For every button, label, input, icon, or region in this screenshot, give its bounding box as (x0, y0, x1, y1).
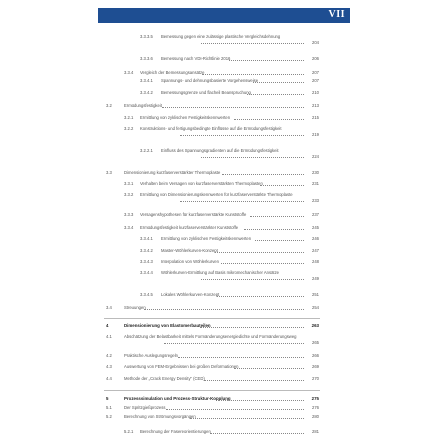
toc-entry-page: 245 (312, 225, 319, 230)
toc-entry-number: 3.3.2 (124, 192, 134, 197)
toc-entry-page: 207 (312, 70, 319, 75)
toc-entry[interactable] (0, 429, 330, 435)
toc-leader-dots (250, 216, 304, 217)
toc-entry-title: Bemessungsgrenze und flacheil Beanspruchung (161, 90, 251, 95)
toc-leader-dots (222, 174, 304, 175)
toc-entry-page: 270 (312, 376, 319, 381)
toc-entry-number: 5 (106, 396, 109, 401)
toc-entry-number: 3.3.4.1 (140, 236, 153, 241)
toc-entry[interactable] (0, 103, 330, 109)
divider (104, 390, 320, 391)
toc-leader-dots (201, 157, 304, 158)
toc-entry[interactable] (0, 236, 330, 242)
toc-entry[interactable] (0, 225, 330, 231)
toc-entry-page: 247 (312, 248, 319, 253)
toc-entry-title: Bemessung nach VDI-Richtlinie 2016 (161, 56, 231, 61)
toc-entry-page: 231 (312, 181, 319, 186)
toc-leader-dots (164, 343, 304, 344)
toc-entry-title: Einfluss des Spannungsgradienten auf die Ermüdungsfestigkeit (161, 148, 279, 153)
toc-entry-number: 3.2.1 (124, 115, 134, 120)
toc-entry-page: 207 (312, 78, 319, 83)
toc-entry-title: Auswertung von FEM-Ergebnissen bei großen Deformationen (124, 364, 239, 369)
toc-entry-page: 215 (312, 115, 319, 120)
toc-entry-number: 5.2.1 (124, 429, 134, 434)
toc-entry-title: Methode der „Crack Energy Density“ (CED) (124, 376, 205, 381)
toc-leader-dots (202, 74, 304, 75)
toc-leader-dots (180, 201, 304, 202)
toc-entry[interactable] (0, 115, 330, 121)
toc-entry-title: Ermüdungsfestigkeit (124, 103, 162, 108)
toc-entry-page: 219 (312, 132, 319, 137)
toc-entry-number: 4.2 (106, 353, 112, 358)
toc-entry[interactable] (0, 192, 330, 203)
toc-leader-dots (201, 279, 304, 280)
toc-entry-title: Ermittlung von zyklischen Festigkeitskennwerten (161, 236, 252, 241)
toc-entry-page: 276 (312, 405, 319, 410)
toc-entry-page: 213 (312, 103, 319, 108)
toc-entry-number: 3.3.4 (124, 225, 134, 230)
toc-entry[interactable] (0, 170, 330, 176)
toc-entry[interactable] (0, 270, 330, 281)
toc-entry-page: 266 (312, 353, 319, 358)
toc-leader-dots (244, 229, 304, 230)
toc-entry-title: Berechnung von Strömungsvorgängen (124, 414, 196, 419)
toc-entry[interactable] (0, 414, 330, 420)
toc-entry[interactable] (0, 364, 330, 370)
toc-entry-title: Dimensionierung kurzfaserverstärkter Thermoplaste (124, 170, 221, 175)
toc-entry-page: 249 (312, 276, 319, 281)
toc-entry-title: Abschätzung der Belastbarkeit mittels Formänderungsenergiedichte und Formänderungsweg (124, 334, 297, 339)
toc-entry-page: 246 (312, 236, 319, 241)
toc-entry-title: Ermittlung von Dimensionierungskennwerten für kurzfaserverstärkte Thermoplaste (140, 192, 293, 197)
toc-leader-dots (166, 409, 304, 410)
toc-entry-title: Prozesssimulation und Prozess-Struktur-Kopplung (124, 396, 231, 401)
toc-entry-title: Praktische Auslegungsregeln (124, 353, 179, 358)
toc-entry-page: 251 (312, 292, 319, 297)
toc-entry-number: 5.2 (106, 414, 112, 419)
toc-entry-title: Versagenshypothesen für kurzfaserverstärkte Kunststoffe (140, 212, 247, 217)
toc-entry-number: 3.3 (106, 170, 112, 175)
toc-entry-page: 230 (312, 170, 319, 175)
toc-entry-number: 3.2.2.1 (140, 148, 153, 153)
toc-entry-title: Berechnung der Fasereorientierungen (140, 429, 211, 434)
toc-entry-title: Konstruktions- und fertigungsbedingte Einflüsse auf die Ermüdungsfestigkeit (140, 126, 282, 131)
toc-entry-page: 206 (312, 56, 319, 61)
toc-entry-number: 3.3.4.2 (140, 90, 153, 95)
toc-entry-title: Streuungen (124, 305, 146, 310)
toc-entry[interactable] (0, 396, 330, 402)
toc-entry-title: Lokales Wöhlerkurven-Konzept (161, 292, 220, 297)
divider (104, 318, 320, 319)
toc-entry-title: Dimensionierung von Elastomerbauteilen (124, 323, 211, 328)
toc-entry-title: Ermittlung von zyklischen Festigkeitskennwerten (140, 115, 231, 120)
toc-entry-title: Wöhlerkurven-Ermittlung auf Basis mikromechanischer Ansätze (161, 270, 279, 275)
toc-entry-number: 4 (106, 323, 109, 328)
toc-entry-number: 3.3.4.2 (140, 248, 153, 253)
toc-entry-number: 5.1 (106, 405, 112, 410)
toc-leader-dots (190, 418, 304, 419)
toc-entry[interactable] (0, 148, 330, 159)
toc-entry-title: Verhalten beim Versagen von kurzfaserverstärkten Thermoplasten (140, 181, 263, 186)
toc-entry-number: 3.3.1 (124, 181, 134, 186)
toc-leader-dots (260, 185, 304, 186)
toc-entry[interactable] (0, 248, 330, 254)
toc-entry[interactable] (0, 353, 330, 359)
toc-entry[interactable] (0, 56, 330, 62)
toc-entry-page: 248 (312, 259, 319, 264)
toc-entry-page: 237 (312, 212, 319, 217)
toc-leader-dots (144, 309, 304, 310)
toc-leader-dots (234, 119, 304, 120)
toc-leader-dots (221, 263, 304, 264)
toc-entry[interactable] (0, 78, 330, 84)
toc-entry[interactable] (0, 405, 330, 411)
toc-entry-title: Interpolation von Wöhlerkurven (161, 259, 219, 264)
toc-leader-dots (217, 296, 304, 297)
toc-entry-number: 3.3.4 (124, 70, 134, 75)
toc-entry-page: 263 (311, 323, 319, 328)
toc-leader-dots (178, 357, 304, 358)
toc-leader-dots (180, 135, 304, 136)
toc-entry[interactable] (0, 259, 330, 265)
toc-entry[interactable] (0, 212, 330, 218)
toc-entry-page: 210 (312, 90, 319, 95)
toc-leader-dots (253, 82, 304, 83)
toc-leader-dots (200, 327, 304, 328)
toc-entry-number: 3.3.4.3 (140, 259, 153, 264)
page-numeral: VII (328, 9, 345, 20)
toc-entry-number: 3.3.3.6 (140, 56, 153, 61)
toc-entry[interactable] (0, 34, 330, 45)
toc-entry-number: 3.3.3 (124, 212, 134, 217)
toc-entry[interactable] (0, 376, 330, 382)
toc-entry-number: 4.3 (106, 364, 112, 369)
toc-leader-dots (201, 43, 304, 44)
toc-leader-dots (218, 400, 304, 401)
toc-entry-page: 233 (312, 198, 319, 203)
toc-leader-dots (215, 252, 304, 253)
toc-entry[interactable] (0, 305, 330, 311)
toc-entry-title: Ermüdungsfestigkeit kurzfaserverstärkter Kunststoffe (140, 225, 239, 230)
toc-entry-number: 3.3.3.5 (140, 34, 153, 39)
toc-entry-number: 3.4 (106, 305, 112, 310)
toc-entry[interactable] (0, 334, 330, 345)
toc-entry[interactable] (0, 126, 330, 137)
toc-entry-page: 275 (311, 396, 319, 401)
toc-entry-page: 254 (312, 305, 319, 310)
toc-leader-dots (234, 368, 304, 369)
toc-entry-page: 224 (312, 154, 319, 159)
toc-entry-number: 3.2 (106, 103, 112, 108)
toc-entry[interactable] (0, 323, 330, 329)
toc-entry-number: 4.4 (106, 376, 112, 381)
toc-leader-dots (247, 94, 304, 95)
toc-entry-page: 281 (312, 429, 319, 434)
toc-entry[interactable] (0, 70, 330, 76)
toc-entry-page: 269 (312, 364, 319, 369)
toc-entry-title: Spannungs- und dehnungsbasierte Vorgehensweise (161, 78, 259, 83)
toc-leader-dots (229, 60, 304, 61)
toc-entry-number: 3.3.4.1 (140, 78, 153, 83)
toc-entry-title: Master-Wöhlerkurven-Konzept (161, 248, 218, 253)
toc-entry-number: 3.3.4.5 (140, 292, 153, 297)
toc-leader-dots (162, 107, 304, 108)
toc-entry[interactable] (0, 181, 330, 187)
toc-entry[interactable] (0, 90, 330, 96)
toc-entry-number: 3.2.2 (124, 126, 134, 131)
toc-entry-title: Der Spritzgießprozess (124, 405, 166, 410)
toc-entry-page: 204 (312, 40, 319, 45)
toc-entry-title: Vergleich der Bemessungsansätze (140, 70, 205, 75)
toc-leader-dots (210, 433, 304, 434)
toc-entry-page: 265 (312, 340, 319, 345)
toc-entry-page: 280 (312, 414, 319, 419)
toc-entry-number: 3.3.4.4 (140, 270, 153, 275)
toc-entry[interactable] (0, 292, 330, 298)
toc-entry-title: Bemessung gegen eine zulässige plastische Vergleichsdehnung (161, 34, 281, 39)
toc-leader-dots (204, 380, 304, 381)
toc-leader-dots (255, 240, 304, 241)
toc-entry-number: 4.1 (106, 334, 112, 339)
